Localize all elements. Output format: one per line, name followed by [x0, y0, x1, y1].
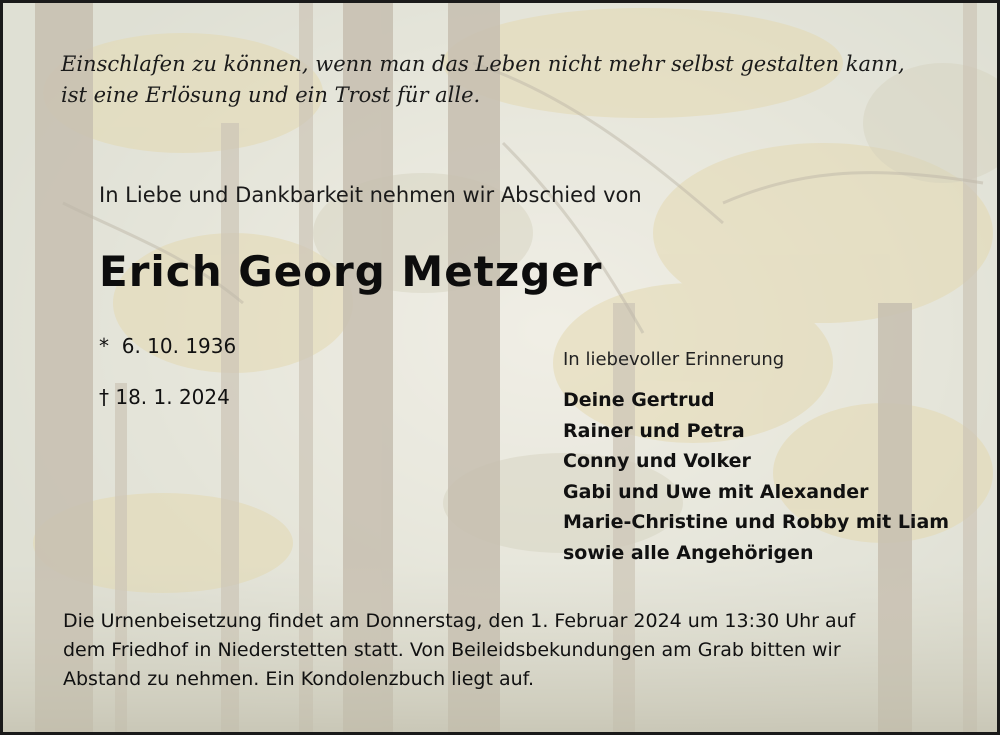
mourner-name: Rainer und Petra — [563, 419, 745, 442]
motto-quote — [61, 49, 961, 111]
mourner-name: sowie alle Angehörigen — [563, 541, 814, 564]
motto-line-2: ist eine Erlösung und ein Trost für alle. — [61, 83, 481, 107]
intro-text: In Liebe und Dankbarkeit nehmen wir Abschied von — [99, 183, 642, 207]
funeral-notice — [63, 607, 963, 694]
motto-line-1: Einschlafen zu können, wenn man das Leben nicht mehr selbst gestalten kann, — [61, 52, 905, 76]
mourner-name: Conny und Volker — [563, 450, 751, 472]
birth-date: * 6. 10. 1936 — [99, 334, 237, 358]
death-date: † 18. 1. 2024 — [99, 385, 230, 409]
notice-line-1: Die Urnenbeisetzung findet am Donnerstag, den 1. Februar 2024 um 13:30 Uhr auf — [63, 610, 856, 632]
deceased-name: Erich Georg Metzger — [99, 247, 603, 296]
mourner-name: Marie-Christine und Robby mit Liam — [563, 511, 950, 533]
mourners-list — [563, 385, 949, 568]
notice-line-2: dem Friedhof in Niederstetten statt. Von Beileidsbekundungen am Grab bitten wir — [63, 639, 841, 661]
notice-line-3: Abstand zu nehmen. Ein Kondolenzbuch liegt auf. — [63, 668, 535, 690]
memory-label: In liebevoller Erinnerung — [563, 349, 785, 370]
mourner-name: Deine Gertrud — [563, 389, 715, 411]
mourner-name: Gabi und Uwe mit Alexander — [563, 480, 869, 503]
